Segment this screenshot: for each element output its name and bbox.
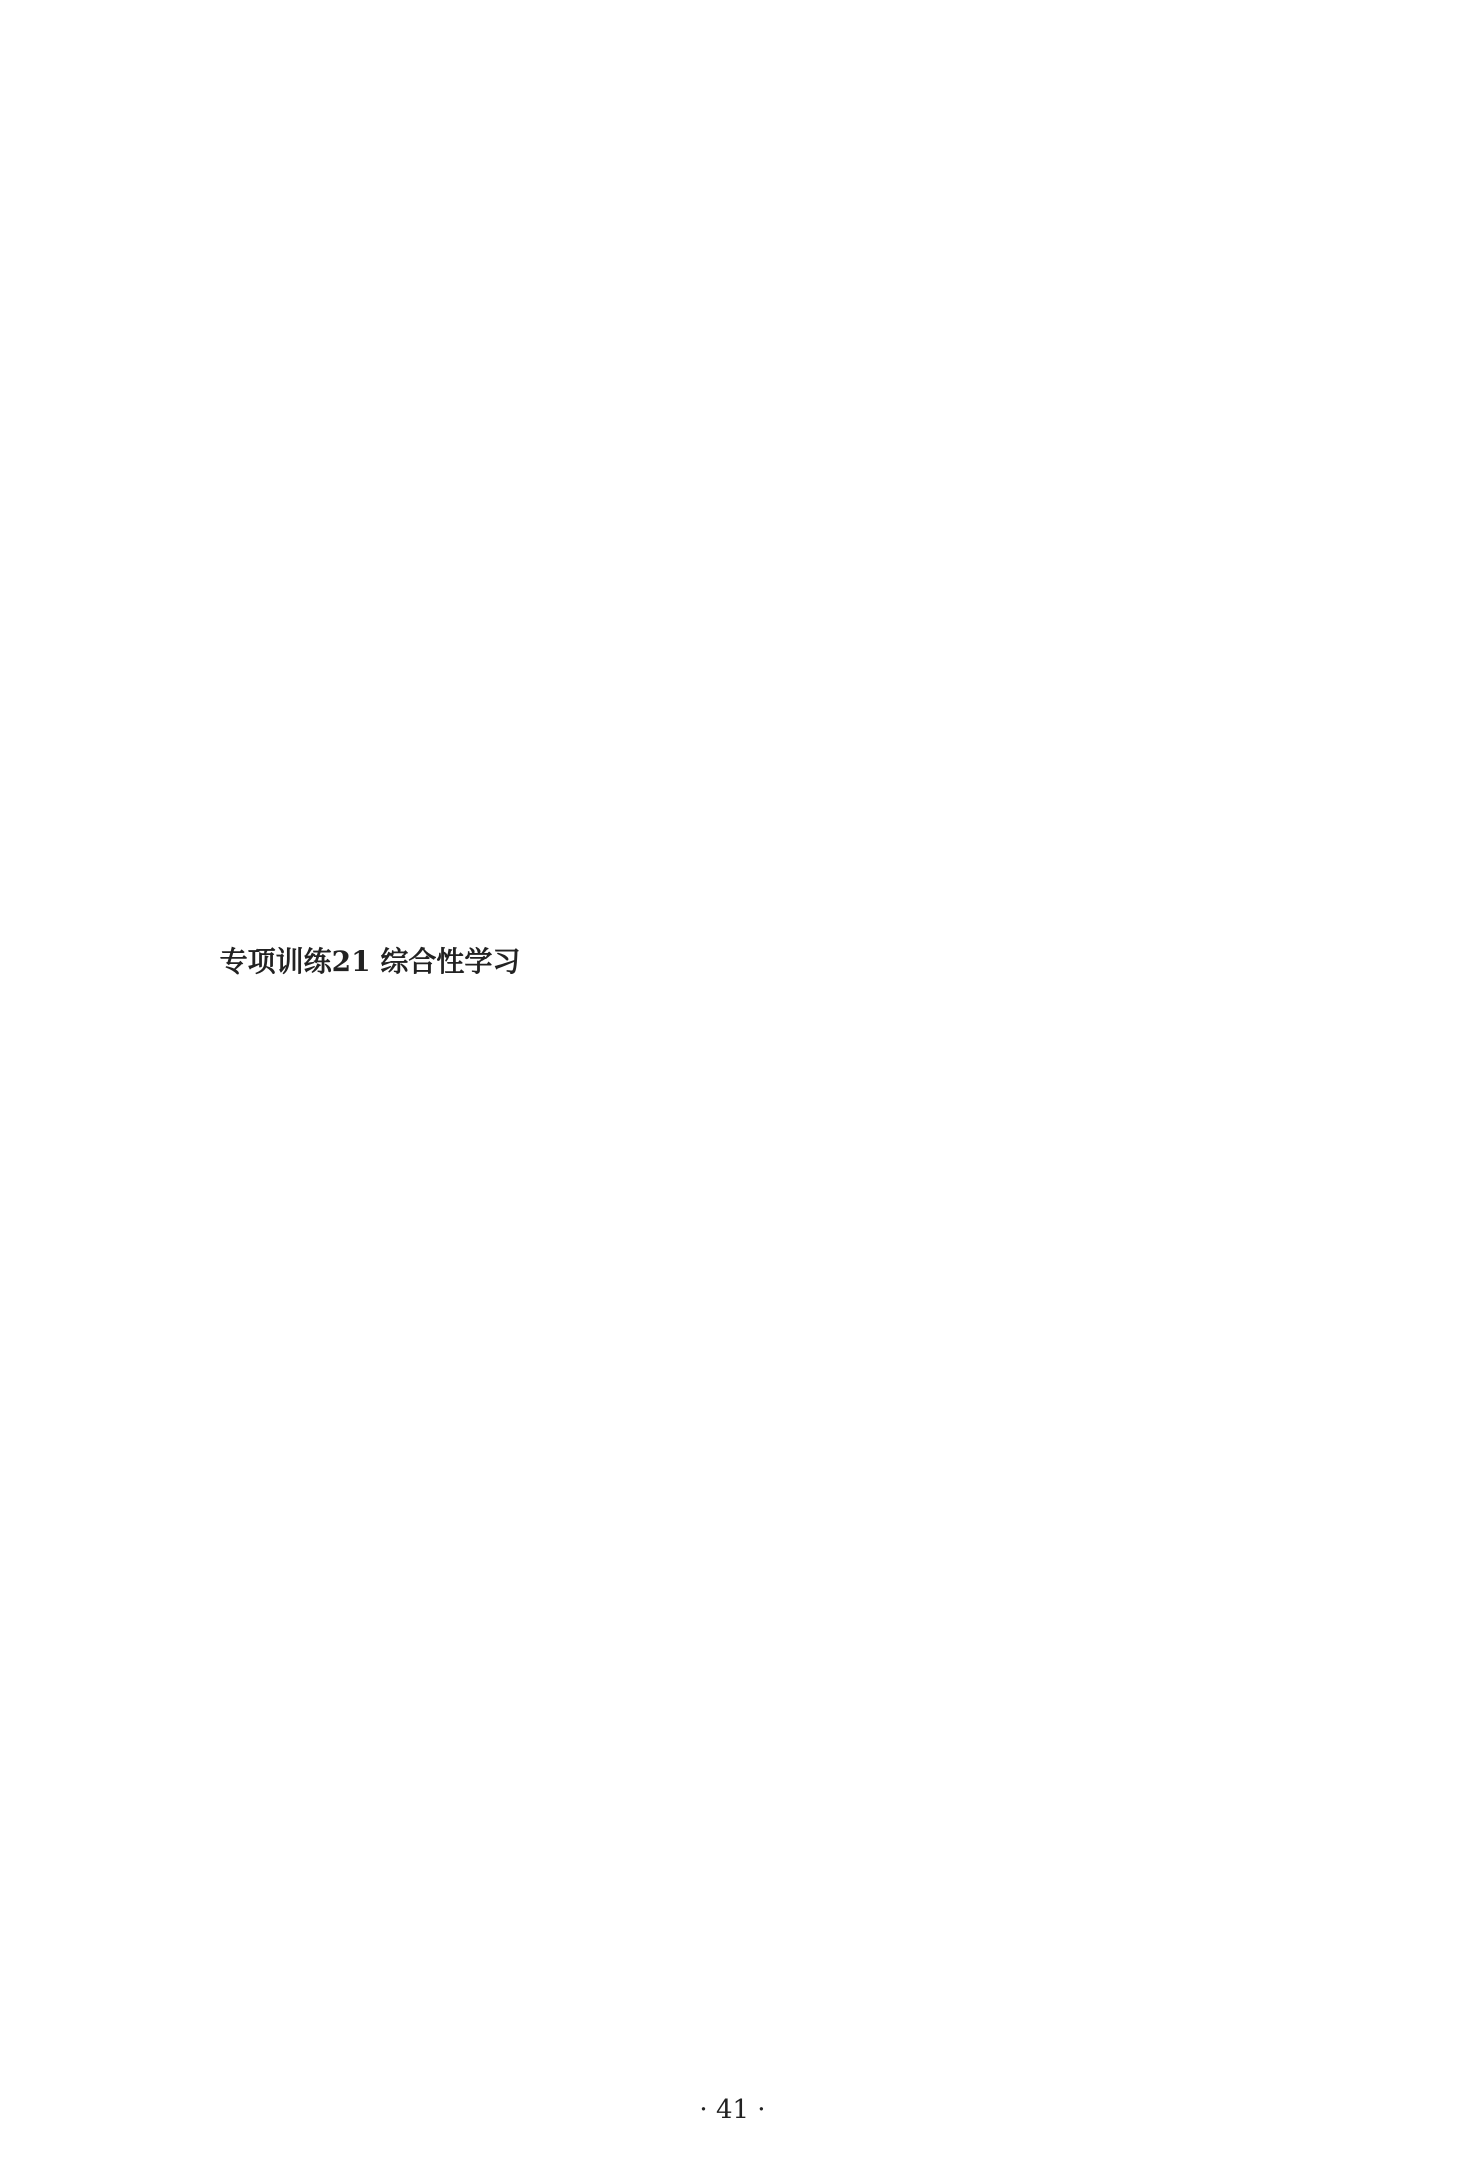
section-title: 专项训练21 综合性学习 [219,945,521,978]
page-number: · 41 · [699,2095,766,2125]
